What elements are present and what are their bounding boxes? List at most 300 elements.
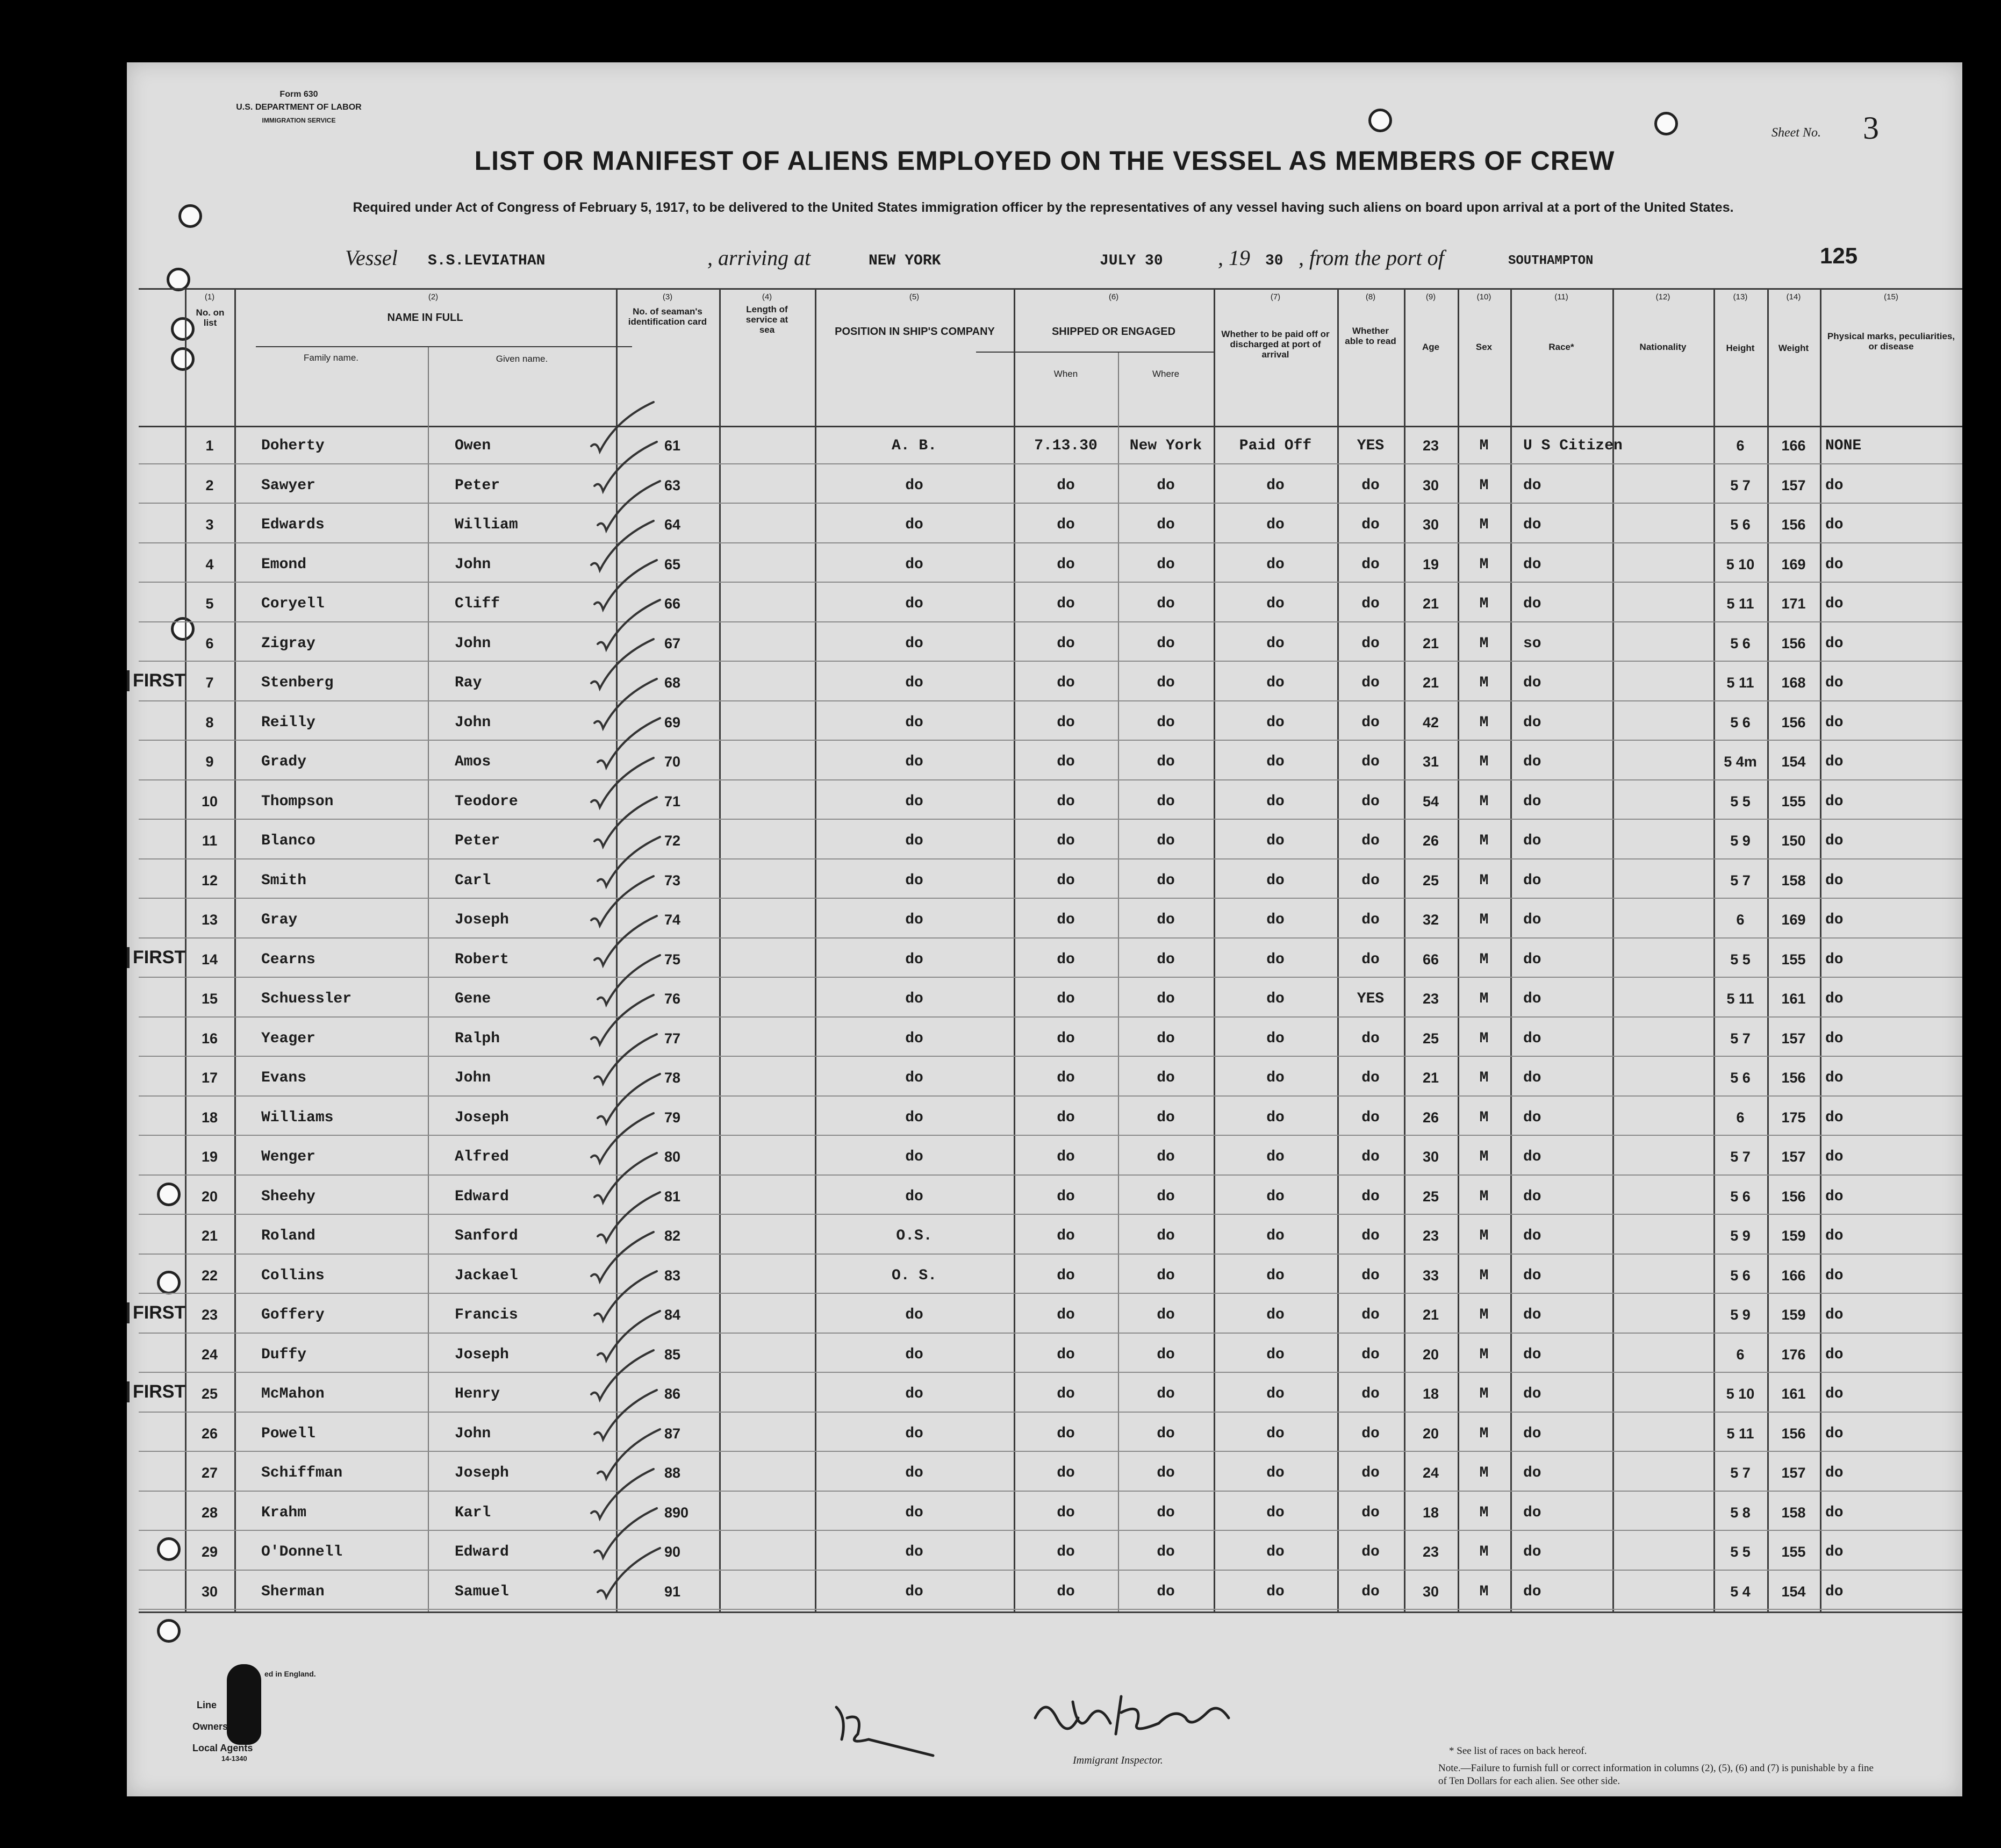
cell-race: do [1523,951,1541,968]
cell-card: 81 [664,1188,681,1205]
cell-marks: do [1825,1346,1844,1363]
cell-position: do [905,912,923,928]
cell-height: 6 [1736,1346,1745,1363]
col-num: (15) [1884,292,1898,302]
cell-where: do [1157,1228,1175,1244]
cell-height: 5 10 [1726,1386,1755,1402]
owners-label: Owners [192,1721,228,1732]
cell-read: do [1361,596,1380,612]
head-physical-marks: Physical marks, peculiarities, or disease [1827,331,1955,352]
cell-age: 25 [1422,872,1439,889]
cell-no: 3 [205,517,214,533]
cell-paid: do [1266,1030,1285,1047]
punch-hole [1368,109,1392,132]
cell-height: 5 4m [1724,754,1757,770]
cell-height: 5 7 [1730,1030,1751,1047]
first-stamp: FIRST [127,1302,185,1323]
crew-table [127,288,1962,1627]
cell-position: do [905,1544,923,1560]
cell-family: Williams [261,1109,334,1126]
manifest-sheet [127,62,1962,1796]
cell-when: do [1057,754,1075,770]
cell-card: 91 [664,1583,681,1600]
cell-card: 80 [664,1149,681,1165]
cell-height: 5 5 [1730,793,1751,810]
cell-paid: do [1266,1267,1285,1284]
cell-weight: 156 [1781,1425,1806,1442]
cell-age: 30 [1422,1583,1439,1600]
cell-card: 67 [664,635,681,651]
cell-given: Edward [455,1544,509,1560]
col-num: (2) [428,292,439,302]
cell-where: do [1157,1188,1175,1205]
cell-paid: do [1266,596,1285,612]
cell-read: do [1361,833,1380,849]
cell-family: Coryell [261,596,325,612]
cell-no: 9 [205,754,214,770]
cell-height: 5 9 [1730,833,1751,849]
cell-height: 5 10 [1726,556,1755,572]
cell-sex: M [1479,1425,1489,1442]
cell-where: do [1157,793,1175,810]
cell-marks: do [1825,1188,1844,1205]
local-agents-label: Local Agents [192,1743,253,1753]
cell-position: do [905,556,923,573]
department-label: U.S. DEPARTMENT OF LABOR [236,103,362,112]
cell-sex: M [1479,951,1489,968]
cell-when: do [1057,1030,1075,1047]
cell-height: 5 7 [1730,477,1751,493]
cell-card: 61 [664,438,681,454]
cell-paid: do [1266,635,1285,652]
year-prefix: , 19 [1218,246,1250,270]
cell-age: 19 [1422,556,1439,572]
cell-position: do [905,1465,923,1481]
table-row [127,861,1962,900]
cell-no: 6 [205,635,214,651]
cell-marks: do [1825,1228,1844,1244]
cell-read: do [1361,1504,1380,1521]
cell-sex: M [1479,1030,1489,1047]
cell-race: do [1523,1109,1541,1126]
cell-read: do [1361,1425,1380,1442]
cell-paid: do [1266,1583,1285,1600]
cell-race: do [1523,793,1541,810]
cell-when: do [1057,1070,1075,1086]
punch-hole [178,204,202,228]
cell-race: do [1523,1188,1541,1205]
cell-height: 5 11 [1726,991,1754,1007]
cell-sex: M [1479,517,1489,533]
cell-given: Gene [455,991,491,1007]
cell-height: 6 [1736,1109,1745,1126]
col-num: (10) [1476,292,1491,302]
cell-when: do [1057,1346,1075,1363]
cell-marks: do [1825,1070,1844,1086]
printed-in-label: ed in England. [264,1670,316,1678]
col-num: (7) [1270,292,1281,302]
cell-sex: M [1479,1188,1489,1205]
cell-family: Collins [261,1267,325,1284]
cell-sex: M [1479,1465,1489,1481]
cell-position: do [905,1583,923,1600]
cell-age: 23 [1422,1544,1439,1560]
cell-card: 77 [664,1030,681,1047]
cell-position: do [905,951,923,968]
cell-age: 21 [1422,1307,1439,1323]
cell-where: do [1157,1386,1175,1402]
cell-marks: do [1825,793,1844,810]
cell-marks: do [1825,754,1844,770]
table-row [127,584,1962,624]
cell-height: 5 4 [1730,1583,1751,1600]
cell-given: Francis [455,1307,518,1323]
inspector-signature [1014,1680,1347,1756]
cell-position: do [905,754,923,770]
cell-no: 13 [201,912,218,928]
head-paid-off: Whether to be paid off or discharged at port of arrival [1221,329,1330,360]
head-name-in-full: NAME IN FULL [387,312,463,324]
cell-given: Edward [455,1188,509,1205]
cell-where: New York [1129,438,1202,454]
cell-read: do [1361,1307,1380,1323]
cell-no: 23 [201,1307,218,1323]
cell-card: 70 [664,754,681,770]
cell-height: 6 [1736,438,1745,454]
cell-where: do [1157,1070,1175,1086]
cell-no: 24 [201,1346,218,1363]
cell-marks: do [1825,991,1844,1007]
cell-position: do [905,596,923,612]
cell-race: do [1523,714,1541,731]
cell-paid: do [1266,1307,1285,1323]
head-family-name: Family name. [303,353,359,363]
table-row [127,821,1962,861]
cell-weight: 171 [1781,596,1806,612]
punch-hole [1654,112,1678,135]
cell-family: Powell [261,1425,315,1442]
cell-family: O'Donnell [261,1544,343,1560]
cell-where: do [1157,477,1175,494]
cell-no: 27 [201,1465,218,1481]
cell-given: Joseph [455,912,509,928]
table-row [127,1098,1962,1137]
cell-weight: 154 [1781,1583,1806,1600]
cell-marks: do [1825,872,1844,889]
head-length-service: Length of service at sea [745,304,788,335]
cell-no: 26 [201,1425,218,1442]
cell-where: do [1157,833,1175,849]
cell-sex: M [1479,1307,1489,1323]
cell-read: do [1361,1386,1380,1402]
cell-race: do [1523,477,1541,494]
cell-given: Owen [455,438,491,454]
cell-paid: do [1266,1070,1285,1086]
cell-paid: do [1266,754,1285,770]
col-num: (8) [1365,292,1376,302]
cell-read: do [1361,912,1380,928]
table-row [127,1374,1962,1414]
cell-sex: M [1479,1228,1489,1244]
cell-family: Schiffman [261,1465,343,1481]
cell-card: 78 [664,1070,681,1086]
table-row [127,1414,1962,1453]
cell-height: 5 5 [1730,951,1751,968]
cell-family: Cearns [261,951,315,968]
margin-stamps [127,426,256,1611]
cell-family: Edwards [261,517,325,533]
cell-read: do [1361,1030,1380,1047]
cell-where: do [1157,872,1175,889]
cell-sex: M [1479,1149,1489,1165]
table-row [127,663,1962,703]
cell-family: Sheehy [261,1188,315,1205]
cell-weight: 166 [1781,1267,1806,1284]
cell-age: 66 [1422,951,1439,968]
cell-paid: do [1266,833,1285,849]
cell-where: do [1157,912,1175,928]
cell-family: Reilly [261,714,315,731]
cell-family: Evans [261,1070,307,1086]
cell-weight: 169 [1781,912,1806,928]
cell-when: do [1057,1504,1075,1521]
cell-card: 63 [664,477,681,493]
cell-age: 23 [1422,438,1439,454]
cell-paid: do [1266,1544,1285,1560]
cell-no: 4 [205,556,214,572]
col-num: (5) [909,292,920,302]
cell-marks: do [1825,1109,1844,1126]
cell-sex: M [1479,754,1489,770]
cell-race: so [1523,635,1541,652]
cell-read: do [1361,1465,1380,1481]
cell-when: do [1057,1267,1075,1284]
cell-race: do [1523,991,1541,1007]
cell-card: 68 [664,675,681,691]
cell-family: Doherty [261,438,325,454]
cell-where: do [1157,1030,1175,1047]
cell-position: do [905,635,923,652]
cell-age: 18 [1422,1504,1439,1521]
cell-given: Ray [455,675,482,691]
cell-read: do [1361,1267,1380,1284]
cell-family: Krahm [261,1504,307,1521]
cell-paid: do [1266,991,1285,1007]
col-num: (11) [1554,292,1568,302]
cell-when: do [1057,1109,1075,1126]
col-num: (4) [762,292,772,302]
cell-position: do [905,675,923,691]
table-row [127,1493,1962,1532]
cell-card: 90 [664,1544,681,1560]
cell-position: do [905,1030,923,1047]
cell-where: do [1157,714,1175,731]
cell-weight: 158 [1781,872,1806,889]
table-row [127,1532,1962,1572]
cell-marks: do [1825,1504,1844,1521]
cell-paid: do [1266,793,1285,810]
cell-when: do [1057,1149,1075,1165]
cell-weight: 156 [1781,517,1806,533]
head-age: Age [1422,342,1440,352]
cell-where: do [1157,556,1175,573]
cell-height: 5 11 [1726,675,1754,691]
cell-when: 7.13.30 [1034,438,1098,454]
cell-sex: M [1479,1386,1489,1402]
cell-no: 1 [205,438,214,454]
cell-race: do [1523,675,1541,691]
cell-where: do [1157,1583,1175,1600]
cell-read: do [1361,1346,1380,1363]
cell-when: do [1057,596,1075,612]
cell-weight: 168 [1781,675,1806,691]
head-no-on-list: No. on list [196,307,225,328]
service-label: IMMIGRATION SERVICE [262,117,336,124]
cell-paid: do [1266,1109,1285,1126]
cell-position: do [905,714,923,731]
cell-read: do [1361,1149,1380,1165]
cell-no: 29 [201,1544,218,1560]
cell-age: 33 [1422,1267,1439,1284]
cell-card: 64 [664,517,681,533]
cell-age: 21 [1422,635,1439,651]
cell-marks: do [1825,912,1844,928]
cell-given: John [455,1425,491,1442]
cell-read: do [1361,754,1380,770]
cell-paid: do [1266,912,1285,928]
head-sex: Sex [1475,342,1493,352]
cell-age: 18 [1422,1386,1439,1402]
cell-paid: do [1266,675,1285,691]
cell-given: Sanford [455,1228,518,1244]
cell-paid: do [1266,1504,1285,1521]
cell-no: 17 [201,1070,218,1086]
cell-race: do [1523,1583,1541,1600]
cell-age: 30 [1422,477,1439,493]
col-num: (12) [1655,292,1670,302]
cell-family: Smith [261,872,307,889]
cell-age: 20 [1422,1346,1439,1363]
cell-read: do [1361,714,1380,731]
cell-height: 5 7 [1730,1149,1751,1165]
table-row [127,1058,1962,1098]
col-num: (3) [662,292,673,302]
cell-given: Karl [455,1504,491,1521]
cell-race: do [1523,833,1541,849]
cell-weight: 161 [1781,991,1806,1007]
table-row [127,940,1962,979]
cell-weight: 161 [1781,1386,1806,1402]
cell-age: 23 [1422,991,1439,1007]
table-row [127,1335,1962,1374]
cell-when: do [1057,1188,1075,1205]
cell-sex: M [1479,1267,1489,1284]
cell-where: do [1157,1425,1175,1442]
cell-paid: do [1266,872,1285,889]
cell-read: do [1361,556,1380,573]
cell-marks: do [1825,1030,1844,1047]
cell-where: do [1157,1307,1175,1323]
cell-age: 21 [1422,675,1439,691]
sheet-number: 3 [1863,110,1879,146]
cell-given: Henry [455,1386,500,1402]
cell-given: Carl [455,872,491,889]
table-row [127,1177,1962,1216]
cell-age: 25 [1422,1030,1439,1047]
cell-race: do [1523,1228,1541,1244]
table-row [127,1137,1962,1177]
cell-age: 30 [1422,1149,1439,1165]
cell-position: do [905,1188,923,1205]
cell-family: Duffy [261,1346,307,1363]
cell-sex: M [1479,477,1489,494]
cell-where: do [1157,675,1175,691]
cell-weight: 176 [1781,1346,1806,1363]
table-row [127,900,1962,940]
cell-given: Joseph [455,1465,509,1481]
cell-paid: do [1266,1386,1285,1402]
cell-age: 21 [1422,1070,1439,1086]
table-row [127,1572,1962,1611]
cell-where: do [1157,991,1175,1007]
cell-family: Gray [261,912,298,928]
cell-height: 5 6 [1730,714,1751,730]
cell-read: do [1361,675,1380,691]
cell-race: do [1523,596,1541,612]
cell-read: do [1361,1583,1380,1600]
page-number: 125 [1820,243,1858,268]
cell-no: 20 [201,1188,218,1205]
cell-card: 65 [664,556,681,572]
table-row [127,624,1962,663]
cell-weight: 159 [1781,1228,1806,1244]
cell-where: do [1157,951,1175,968]
cell-given: Samuel [455,1583,509,1600]
penalty-note: Note.—Failure to furnish full or correct information in columns (2), (5), (6) and (7) is punishable by a fine of Ten Dollars for each alien. See other side. [1438,1763,1874,1787]
cell-family: Grady [261,754,307,770]
head-given-name: Given name. [496,354,548,364]
cell-card: 86 [664,1386,681,1402]
col-num: (14) [1786,292,1801,302]
cell-when: do [1057,1425,1075,1442]
cell-where: do [1157,754,1175,770]
cell-card: 66 [664,596,681,612]
cell-sex: M [1479,1544,1489,1560]
cell-where: do [1157,635,1175,652]
cell-where: do [1157,1109,1175,1126]
cell-where: do [1157,1346,1175,1363]
cell-height: 5 9 [1730,1228,1751,1244]
cell-race: do [1523,1504,1541,1521]
cell-position: O. S. [891,1267,937,1284]
cell-race: do [1523,872,1541,889]
cell-given: John [455,714,491,731]
cell-sex: M [1479,912,1489,928]
cell-card: 84 [664,1307,681,1323]
cell-height: 5 11 [1726,1425,1754,1442]
cell-weight: 156 [1781,1188,1806,1205]
cell-when: do [1057,714,1075,731]
cell-given: Ralph [455,1030,500,1047]
cell-family: Yeager [261,1030,315,1047]
head-when: When [1053,369,1078,379]
cell-position: A. B. [891,438,937,454]
cell-position: do [905,1425,923,1442]
cell-height: 5 7 [1730,872,1751,889]
cell-paid: do [1266,517,1285,533]
col-num: (9) [1425,292,1436,302]
head-race: Race* [1548,342,1574,352]
